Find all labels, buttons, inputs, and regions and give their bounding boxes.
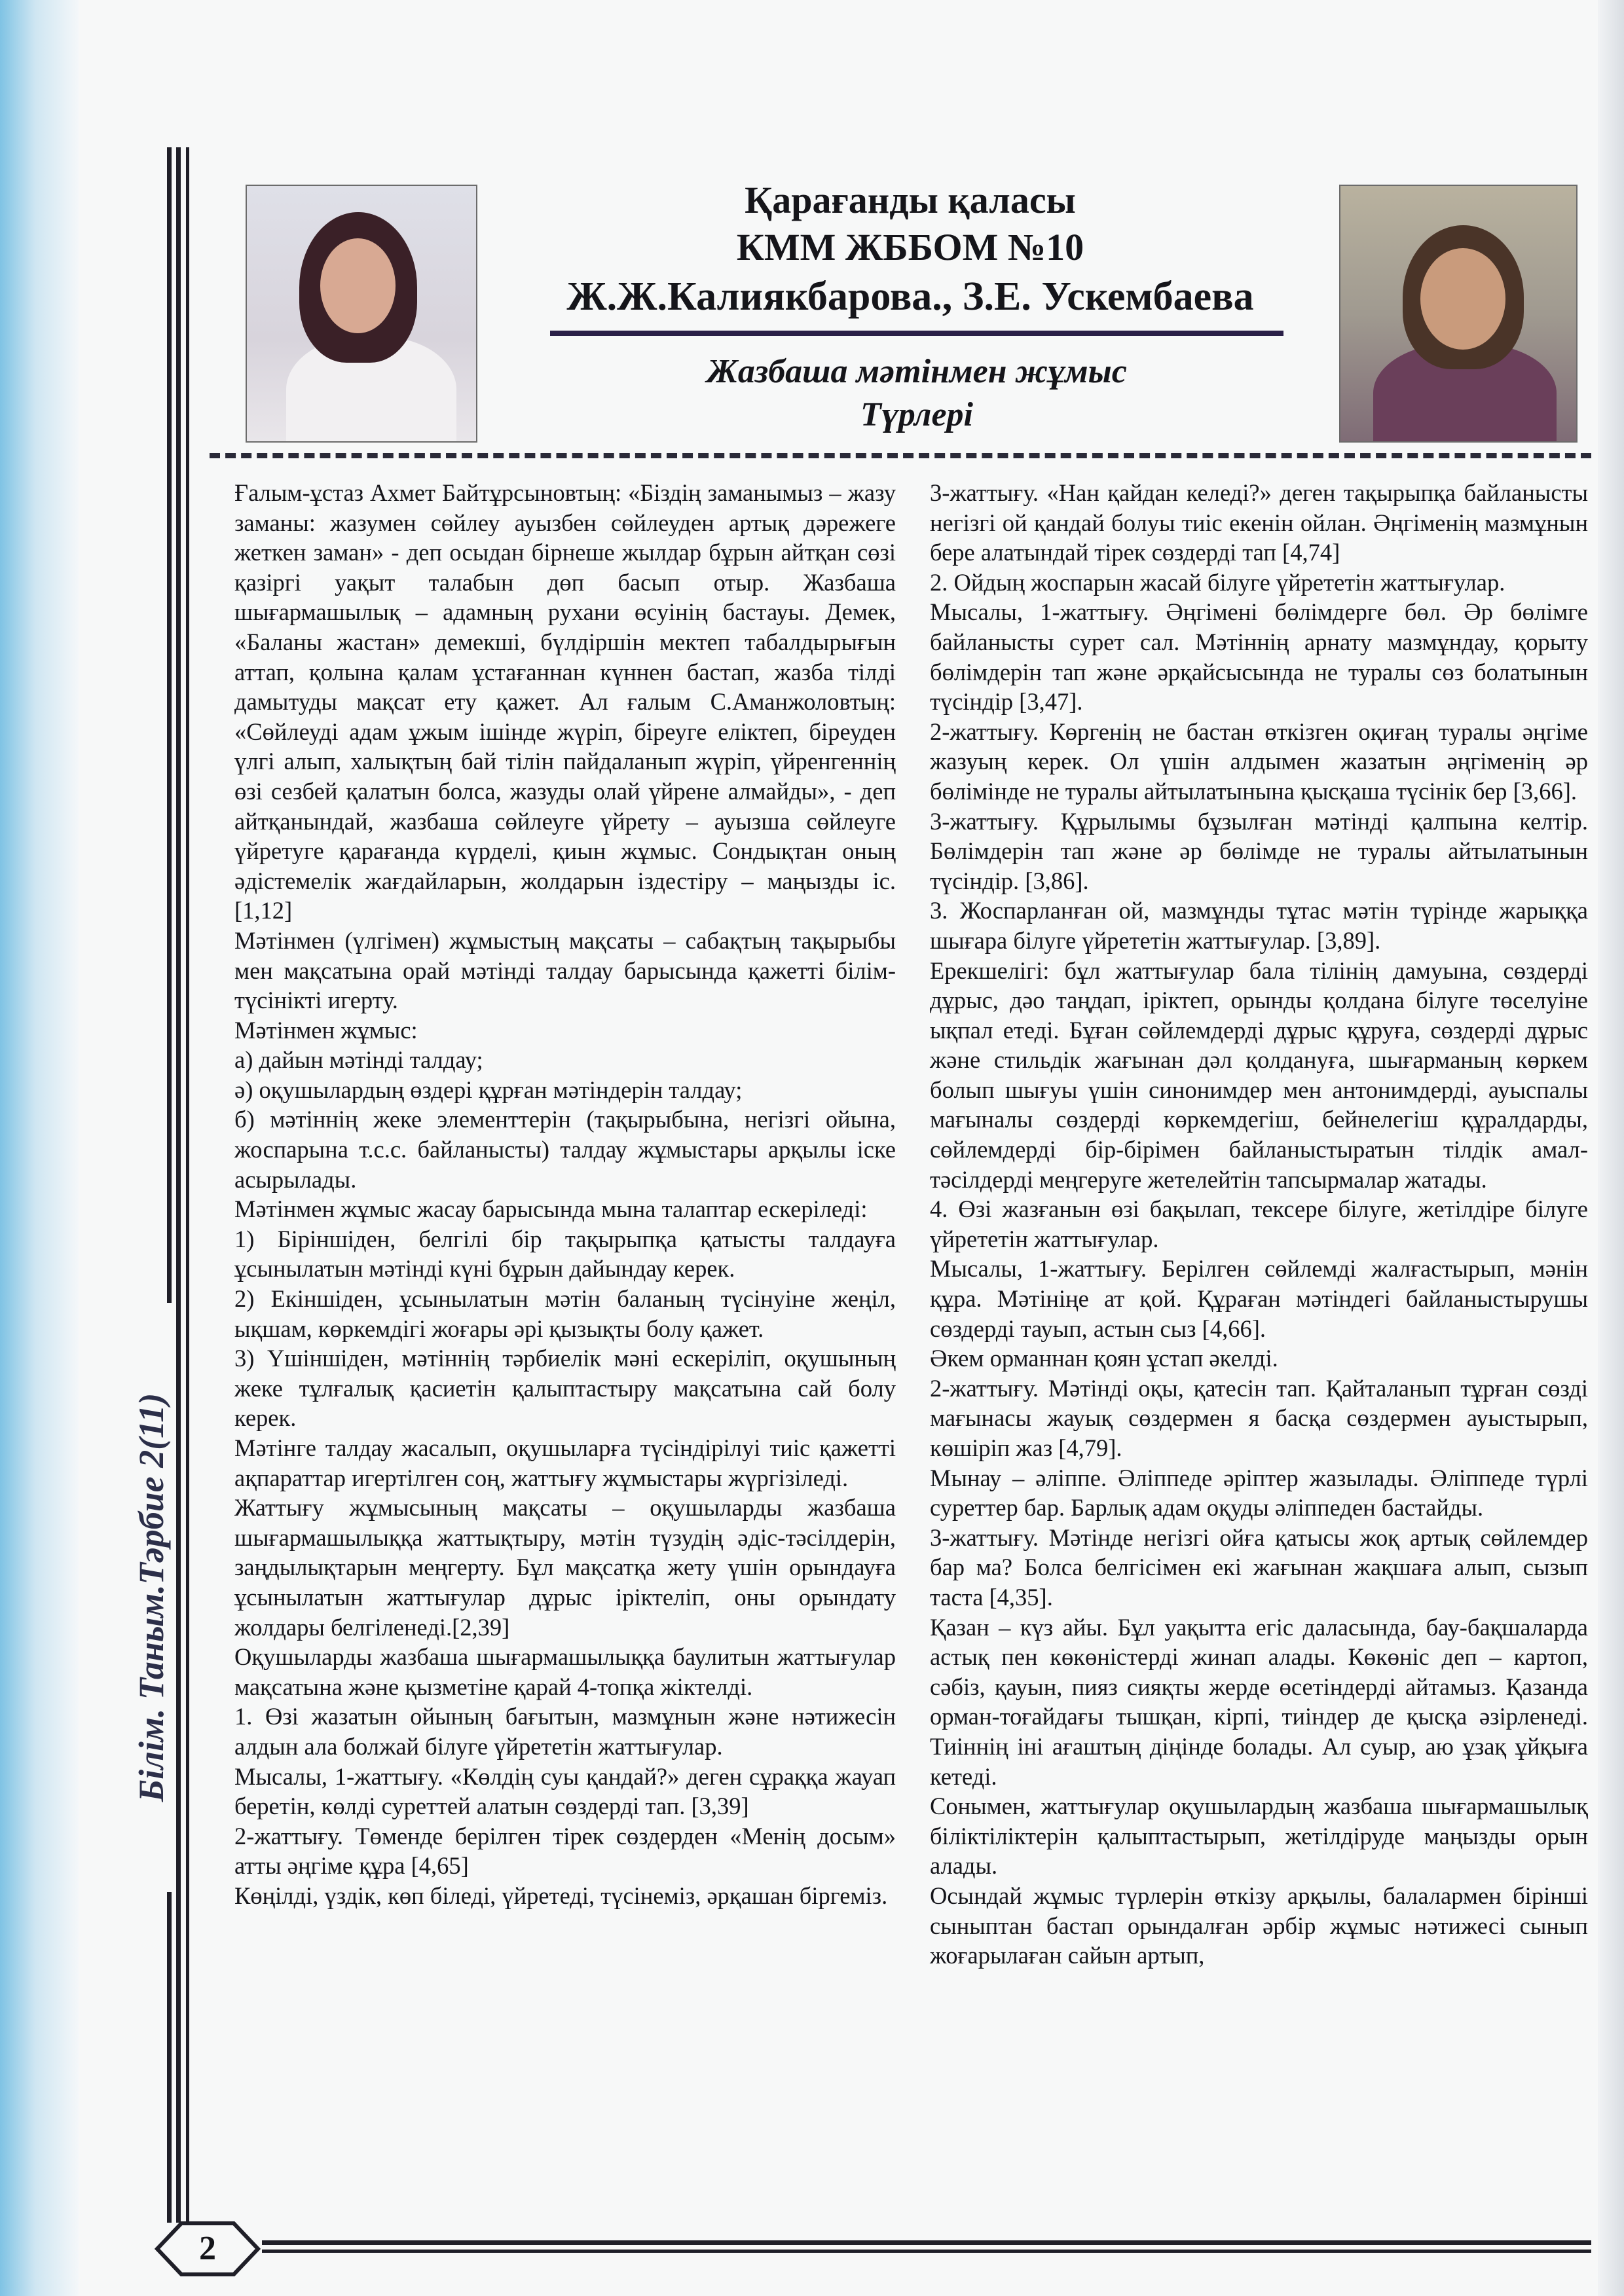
- paragraph: б) мәтіннің жеке элементтерін (тақырыбына, негізгі ойына, жоспарына т.с.с. байланысты) талдау жұмыстары арқылы іске асырылады.: [234, 1106, 896, 1193]
- article-title-line2: Түрлері: [860, 396, 973, 433]
- school-heading: КММ ЖББОМ №10: [736, 226, 1084, 268]
- paragraph: 3-жаттығу. Мәтінде негізгі ойға қатысы жоқ артық сөйлемдер бар ма? Болса белгісімен екі жағынан жақшаға алып, сызып таста [4,35].: [930, 1523, 1588, 1611]
- article-title-line1: Жазбаша мәтінмен жұмыс: [707, 353, 1127, 390]
- article-title: [550, 350, 1283, 437]
- paragraph: Осындай жұмыс түрлерін өткізу арқылы, балалармен бірінші сыныптан бастап орындалған әрбір жұмыс нәтижесі сынып жоғарылаған сайын артып,: [930, 1882, 1588, 1969]
- left-text-column: [234, 478, 896, 1911]
- paragraph: 3-жаттығу. Құрылымы бұзылған мәтінді қалпына келтір. Бөлімдерін тап және әр бөлімде не туралы айтылатынын түсіндір. [3,86].: [930, 807, 1588, 894]
- paragraph: Қазан – күз айы. Бұл уақытта егіс даласында, бау-бақшаларда астық пен көкөністерді жинап алады. Көкөніс деп – картоп, сәбіз, қауын, пияз сияқты жерде өсетіндерді айтамыз. Қазанда орман-тоғайдағы тышқан, кірпі, тиіндер де қысқа әзірленеді. Тиіннің іні ағаштың діңінде болады. Ал суыр, аю ұзақ ұйқыға кетеді.: [930, 1613, 1588, 1790]
- paragraph: ә) оқушылардың өздері құрған мәтіндерін талдау;: [234, 1076, 743, 1103]
- paragraph: 1) Біріншіден, белгілі бір тақырыпқа қатысты талдауға ұсынылатын мәтінді күні бұрын дайындау керек.: [234, 1225, 896, 1283]
- authors-heading: Ж.Ж.Калиякбарова., З.Е. Ускембаева: [566, 274, 1254, 319]
- paragraph: 2) Екіншіден, ұсынылатын мәтін баланың түсінуіне жеңіл, ықшам, көркемдігі жоғары әрі қызықты болу қажет.: [234, 1285, 896, 1342]
- author-photo-right: [1339, 185, 1578, 443]
- paragraph: 1. Өзі жазатын ойының бағытын, мазмұнын және нәтижесін алдын ала болжай білуге үйрететін жаттығулар.: [234, 1703, 896, 1760]
- article-header: [498, 177, 1323, 322]
- paragraph: 2-жаттығу. Көргенің не бастан өткізген оқиғаң туралы әңгіме жазуың керек. Ол үшін алдымен жазатын әңгіменің әр бөлімінде не туралы айтылатынына қысқаша түсінік бер [3,66].: [930, 718, 1588, 805]
- paragraph: 4. Өзі жазғанын өзі бақылап, тексере білуге, жетілдіре білуге үйрететін жаттығулар.: [930, 1195, 1588, 1252]
- paragraph: Мәтінге талдау жасалып, оқушыларға түсіндірілуі тиіс қажетті ақпараттар игертілген соң, жаттығу жұмыстары жүргізіледі.: [234, 1434, 896, 1491]
- paragraph: Мәтінмен жұмыс:: [234, 1016, 418, 1044]
- paragraph: Мынау – әліппе. Әліппеде әріптер жазылады. Әліппеде түрлі суреттер бар. Барлық адам оқуды әліппеден бастайды.: [930, 1464, 1588, 1522]
- paragraph: 2-жаттығу. Төменде берілген тірек сөздерден «Менің досым» атты әңгіме құра [4,65]: [234, 1822, 896, 1880]
- paragraph: Оқушыларды жазбаша шығармашылыққа баулитын жаттығулар мақсатына және қызметіне қарай 4-топқа жіктелді.: [234, 1643, 896, 1700]
- paragraph: Жаттығу жұмысының мақсаты – оқушыларды жазбаша шығармашылыққа жаттықтыру, мәтін түзудің әдіс-тәсілдерін, заңдылықтарын меңгерту. Бұл мақсатқа жету үшін орындауға ұсынылатын жаттығулар дұрыс іріктеліп, оны орындату жолдары белгіленеді.[2,39]: [234, 1494, 896, 1641]
- paragraph: Мысалы, 1-жаттығу. «Көлдің суы қандай?» деген сұраққа жауап беретін, көлді суреттей алатын сөздерді тап. [3,39]: [234, 1762, 896, 1820]
- left-vertical-rule: [167, 147, 191, 2223]
- paragraph: Көңілді, үздік, көп біледі, үйретеді, түсінеміз, әрқашан біргеміз.: [234, 1882, 888, 1909]
- dashed-divider: [210, 453, 1591, 458]
- journal-side-title: Білім. Таным.Тәрбие 2(11): [128, 1303, 174, 1892]
- paragraph: Әкем орманнан қоян ұстап әкелді.: [930, 1345, 1278, 1372]
- right-text-column: [930, 478, 1588, 1971]
- page-edge-left: [0, 0, 79, 2296]
- header-divider: [550, 331, 1283, 336]
- author-photo-left: [246, 185, 477, 443]
- page-edge-right: [1598, 0, 1624, 2296]
- paragraph: Мәтінмен (үлгімен) жұмыстың мақсаты – сабақтың тақырыбы мен мақсатына орай мәтінді талдау барысында қажетті білім-түсінікті игерту.: [234, 926, 896, 1014]
- page-number-badge: [152, 2219, 263, 2278]
- paragraph: 3. Жоспарланған ой, мазмұнды тұтас мәтін түрінде жарыққа шығара білуге үйрететін жаттығулар. [3,89].: [930, 897, 1588, 954]
- paragraph: а) дайын мәтінді талдау;: [234, 1046, 483, 1074]
- paragraph: Мысалы, 1-жаттығу. Берілген сөйлемді жалғастырып, мәнін құра. Мәтініңе ат қой. Құраған мәтіндегі байланыстырушы сөздерді тауып, астын сыз [4,66].: [930, 1255, 1588, 1342]
- paragraph: 2-жаттығу. Мәтінді оқы, қатесін тап. Қайталанып тұрған сөзді мағынасы жауық сөздермен я басқа сөздермен ауыстырып, көшіріп жаз [4,79].: [930, 1374, 1588, 1461]
- paragraph: Мысалы, 1-жаттығу. Әңгімені бөлімдерге бөл. Әр бөлімге байланысты сурет сал. Мәтіннің арнату мазмұндау, қорыту бөлімдерін тап және әрқайсысында не туралы сөз болатынын түсіндір [3,47].: [930, 598, 1588, 716]
- paragraph: Сонымен, жаттығулар оқушылардың жазбаша шығармашылық біліктіліктерін қалыптастырып, жетілдіруде маңызды орын алады.: [930, 1793, 1588, 1880]
- paragraph: 3) Үшіншіден, мәтіннің тәрбиелік мәні ескеріліп, оқушының жеке тұлғалық қасиетін қалыптастыру мақсатына сай болу керек.: [234, 1345, 896, 1432]
- paragraph: Ерекшелігі: бұл жаттығулар бала тілінің дамуына, сөздерді дұрыс, дәо таңдап, іріктеп, орынды қолдана білуге төселуіне ықпал етеді. Бұған сөйлемдерді дұрыс құруға, сөздерді дұрыс және стильдік жағынан дәл қолдануға, шығарманың көркем болып шығуы үшін синонимдер мен антонимдерді, ауыспалы мағыналы сөздерді көркемдегіш, бейнелегіш құралдарды, сөйлемдерді бір-бірімен байланыстыратын тілдік амал-тәсілдерді меңгеруге жетелейтін тапсырмалар жатады.: [930, 957, 1588, 1193]
- page-number: 2: [199, 2230, 216, 2267]
- paragraph: 2. Ойдың жоспарын жасай білуге үйрететін жаттығулар.: [930, 568, 1505, 596]
- paragraph: Ғалым-ұстаз Ахмет Байтұрсыновтың: «Біздің заманымыз – жазу заманы: жазумен сөйлеу ауызбен сөйлеуден артық дәрежеге жеткен заман» - деп осыдан бірнеше жылдар бұрын айтқан сөзі қазіргі уақыт талабын дөп басып отыр. Жазбаша шығармашылық – адамның рухани өсуінің бастауы. Демек, «Баланы жастан» демекші, бүлдіршін мектеп табалдырығын аттап, қолына қалам ұстағаннан күннен бастап, жазба тілді дамытуды мақсат ету қажет. Ал ғалым С.Аманжоловтың: «Сөйлеуді адам ұжым ішінде жүріп, біреуге еліктеп, біреуден үлгі алып, халықтың бай тілін пайдаланып жүріп, үйренгеннің өзі сезбей қалатын болса, жазуды олай үйрене алмайды», - деп айтқанындай, жазбаша сөйлеуге үйрету – ауызша сөйлеуге үйретуге қарағанда күрделі, қиын жұмыс. Сондықтан оның әдістемелік жағдайларын, жолдарын іздестіру – маңызды іс.[1,12]: [234, 479, 896, 924]
- paragraph: 3-жаттығу. «Нан қайдан келеді?» деген тақырыпқа байланысты негізгі ой қандай болуы тиіс екенін ойлан. Әңгіменің мазмұнын бере алатындай тірек сөздерді тап [4,74]: [930, 479, 1588, 566]
- city-heading: Қарағанды қаласы: [745, 179, 1076, 221]
- paragraph: Мәтінмен жұмыс жасау барысында мына талаптар ескеріледі:: [234, 1195, 868, 1223]
